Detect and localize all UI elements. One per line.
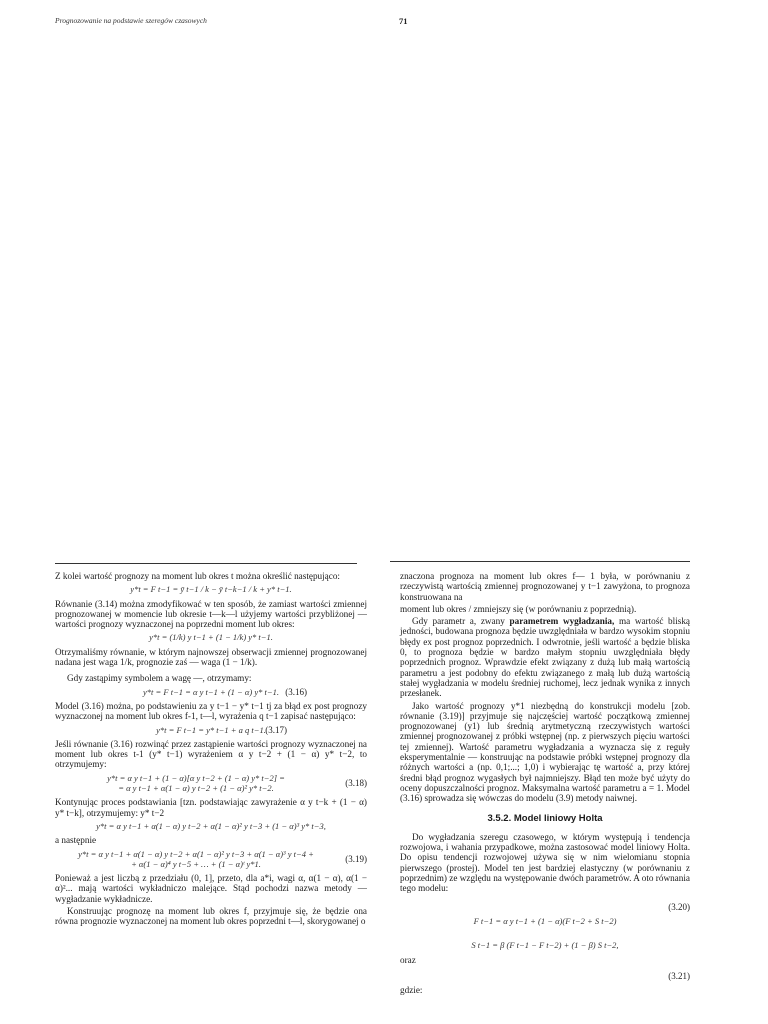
equation-line: y*t = α y t−1 + (1 − α)[α y t−2 + (1 − α) y* t−2] = — [107, 772, 285, 783]
equation-3-18 — [55, 773, 367, 794]
equation-number: (3.16) — [285, 686, 307, 697]
equation: y*t = (1/k) y t−1 + (1 − 1/k) y* t−1. — [149, 632, 273, 643]
paragraph: Do wygładzania szeregu czasowego, w którym występują i tendencja rozwojowa, i wahania przypadkowe, można zastosować model liniowy Holta. Do opisu tendencji rozwojowej używa się w nim wielomianu stopnia pierwszego (prostej). Model ten jest bardziej elastyczny (w porównaniu z poprzednim) ze względu na występowanie dwóch parametrów. A oto równania tego modelu: — [400, 831, 690, 894]
equation-line: y*t = α y t−1 + α(1 − α) y t−2 + α(1 − α)² y t−3 + α(1 − α)³ y t−4 + — [78, 848, 314, 859]
paragraph: Model (3.16) można, po podstawieniu za y t−1 − y* t−1 tj za błąd ex post prognozy wyznaczonej na moment lub okres f-1, t—l, wyrażenia q t−1 zapisać następująco: — [55, 700, 367, 722]
left-column — [55, 571, 367, 929]
equation: y*t = α y t−1 + α(1 − α) y t−2 + α(1 − α)² y t−3 + (1 − α)³ y* t−3, — [96, 820, 326, 831]
right-column — [400, 571, 690, 997]
paragraph: gdzie: — [400, 985, 423, 996]
equation-number: (3.18) — [345, 777, 367, 788]
equation-body: y*t = F t−1 = α y t−1 + (1 − α) y* t−1. — [143, 686, 279, 697]
paragraph — [400, 616, 690, 698]
paragraph: Gdy zastąpimy symbolem a wagę —, otrzymamy: — [67, 673, 252, 684]
text-run: Gdy parametr a, zwany — [412, 616, 505, 627]
equation-number: (3.20) — [668, 901, 690, 912]
equation-number: (3.19) — [345, 853, 367, 864]
equation: y*t = F t−1 = ȳ t−1 / k − ȳ t−k−1 / k + y* t−1. — [130, 584, 292, 595]
equation-line: = α y t−1 + α(1 − α) y t−2 + (1 − α)² y* t−2. — [118, 783, 274, 794]
paragraph: moment lub okres / zmniejszy się (w porównaniu z poprzednią). — [400, 603, 637, 614]
page-number: 71 — [399, 16, 408, 26]
paragraph: Jeśli równanie (3.16) rozwinąć przez zastąpienie wartości prognozy wyznaczonej na moment lub okres t-1 (y* t−1) wyrażeniem α y t−2 + (1 − α) y* t−2, to otrzymujemy: — [55, 738, 367, 770]
paragraph: oraz — [400, 954, 416, 965]
paragraph: znaczona prognoza na moment lub okres f— 1 była, w porównaniu z rzeczywistą wartością zmiennej prognozowanej y t−1 zawyżona, to prognoza konstruowana na — [400, 571, 690, 602]
equation-number: (3.21) — [668, 970, 690, 981]
equation-line: + α(1 − α)⁴ y t−5 + … + (1 − α)ᵗ y*1. — [131, 858, 261, 869]
paragraph: Ponieważ a jest liczbą z przedziału (0, 1], przeto, dla a*i, wagi α, α(1 − α), α(1 − α)²... mają wartości wykładniczo malejące. Stąd pochodzi nazwa metody — wygładzanie wykładnicze. — [55, 873, 367, 904]
paragraph: Konstruując prognozę na moment lub okres f, przyjmuje się, że będzie ona równa prognozie wyznaczonej na moment lub okres poprzedni t—l, skorygowanej o — [55, 906, 367, 927]
equation-body: y*t = F t−1 = y* t−1 + a q t−1. — [156, 724, 266, 735]
left-column-rule — [55, 563, 357, 564]
equation-3-21: S t−1 = β (F t−1 − F t−2) + (1 − β) S t−2, — [471, 940, 619, 951]
paragraph: Kontynując proces podstawiania [tzn. podstawiając zawyrażenie α y t−k + (1 − α) y* t−k], otrzymujemy: y* t−2 — [55, 797, 367, 818]
paragraph: Jako wartość prognozy y*1 niezbędną do konstrukcji modelu [zob. równanie (3.19)] przyjmuje się najczęściej wartość początkową zmiennej prognozowanej (y1) lub średnią arytmetyczną rzeczywistych wartości zmiennej prognozowanej z próbki wstępnej (np. z pierwszych pięciu wartości tej zmiennej). Wartość parametru wygładzania a wyznacza się z reguły eksperymentalnie — konstruując na podstawie próbki wstępnej prognozy dla różnych wartości a (np. 0,1;...; 1,0) i wybierając tę wartość a, przy której średni błąd prognoz wygasłych był najmniejszy. Błąd ten może być użyty do oceny dopuszczalności prognoz. Maksymalna wartość parametru a = 1. Model (3.16) sprowadza się wówczas do modelu (3.9) metody naiwnej. — [400, 700, 690, 804]
paragraph: a następnie — [55, 835, 97, 846]
section-title: 3.5.2. Model liniowy Holta — [487, 812, 603, 824]
paragraph: Z kolei wartość prognozy na moment lub okres t można określić następująco: — [55, 571, 340, 581]
paragraph: Równanie (3.14) można zmodyfikować w ten sposób, że zamiast wartości zmiennej prognozowanej w momencie lub okresie t—k—l użyjemy wartości przybliżonej — wartości prognozy wyznaczonej na poprzedni moment lub okres: — [55, 598, 367, 630]
text-run: ma wartość bliską jedności, budowana prognoza będzie uwzględniała w bardzo wysokim stopniu błędy ex post prognoz poprzednich. I odwrotnie, jeśli wartość a będzie bliska 0, to prognoza będzie w bardzo małym stopniu uwzględniała błędy poprzednich prognoz. Wprawdzie efekt związany z dużą lub małą wartością parametru a jest podobny do efektu związanego z małą lub dużą wartością stałej wygładzania w modelu średniej ruchomej, lecz jednak wynika z innych przesłanek. — [400, 616, 691, 699]
running-header-title: Prognozowanie na podstawie szeregów czasowych — [55, 16, 207, 25]
equation-3-17 — [55, 725, 367, 735]
equation-3-16 — [55, 687, 367, 697]
term-parametr-wygladzania: parametrem wygładzania, — [509, 616, 615, 627]
right-column-rule — [390, 561, 690, 562]
equation-3-20: F t−1 = α y t−1 + (1 − α)(F t−2 + S t−2) — [473, 915, 617, 926]
equation-number: (3.17) — [265, 724, 287, 735]
equation-3-19 — [55, 849, 367, 870]
paragraph: Otrzymaliśmy równanie, w którym najnowszej obserwacji zmiennej prognozowanej nadana jest waga 1/k, prognozie zaś — waga (1 − 1/k). — [55, 646, 367, 668]
